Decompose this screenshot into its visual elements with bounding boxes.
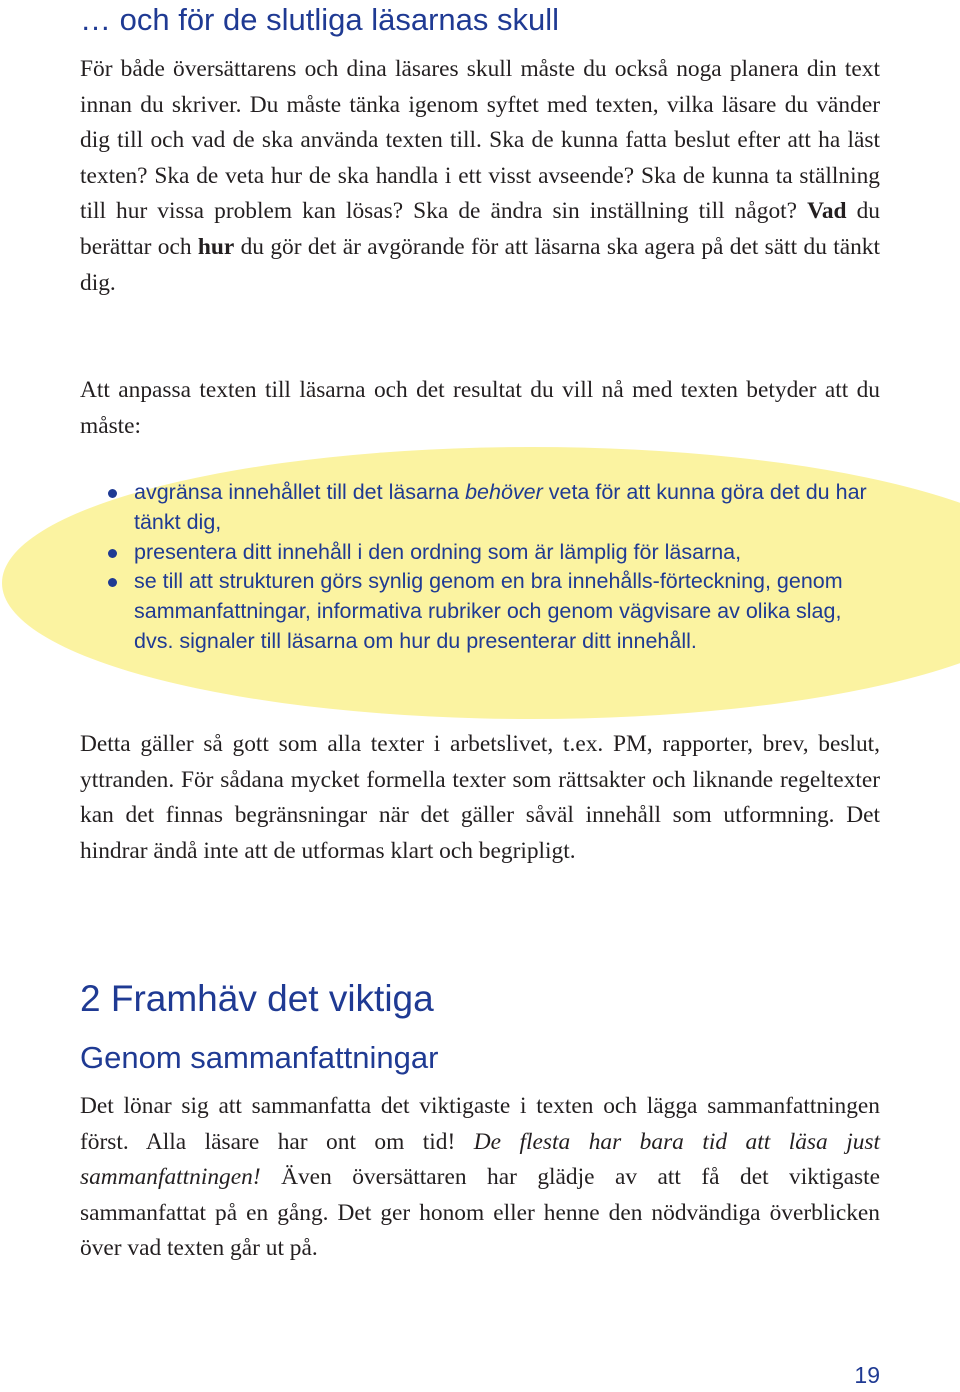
paragraph-adapt-text: Att anpassa texten till läsarna och det resultat du vill nå med texten betyder att du måste: xyxy=(80,377,880,439)
bullet-dot-icon xyxy=(108,549,117,558)
list-item-italic: behöver xyxy=(465,480,543,504)
list-item-text-a: avgränsa innehållet till det läsarna xyxy=(134,480,466,504)
list-item-text: presentera ditt innehåll i den ordning som är lämplig för läsarna, xyxy=(134,539,742,564)
list-item xyxy=(108,478,868,538)
bullet-list xyxy=(108,478,868,657)
bold-word-hur: hur xyxy=(197,233,235,260)
chapter-heading: 2 Framhäv det viktiga xyxy=(80,978,434,1019)
paragraph-purpose-text-a: För både översättarens och dina läsares skull måste du också noga planera din text innan du skriver. Du måste tänka igenom syftet med texten, vilka läsare du vänder dig till och vad de ska använda texten till. Ska de kunna fatta beslut efter att ha läst texten? Ska de veta hur de ska handla i ett visst avseende? Ska de kunna ta ställning till hur vissa problem kan lösas? Ska de ändra sin inställning till något? xyxy=(80,56,880,225)
list-item xyxy=(108,538,868,568)
subheading-summaries: Genom sammanfattningar xyxy=(80,1040,439,1075)
section-heading-final-readers: … och för de slutliga läsarnas skull xyxy=(80,2,560,37)
list-item xyxy=(108,567,868,656)
page-number: 19 xyxy=(854,1362,880,1388)
paragraph-purpose-text-c: du gör det är avgörande för att läsarna ska agera på det sätt du tänkt dig. xyxy=(80,233,880,296)
paragraph-purpose-text-b: du berättar och xyxy=(80,198,880,260)
paragraph-summaries xyxy=(80,1089,880,1267)
paragraph-summaries-italic: De flesta har bara tid att läsa just sammanfattningen! xyxy=(80,1128,880,1191)
paragraph-summaries-text-a: Det lönar sig att sammanfatta det viktigaste i texten och lägga sammanfattningen först. Alla läsare har ont om tid! xyxy=(80,1093,880,1155)
paragraph-purpose xyxy=(80,52,880,301)
list-item-text-b: veta för att kunna göra det du har tänkt dig, xyxy=(134,480,867,534)
list-item-text: se till att strukturen görs synlig genom en bra innehålls-förteckning, genom sammanfattningar, informativa rubriker och genom vägvisare av olika slag, dvs. signaler till läsarna om hur du presenterar ditt innehåll. xyxy=(134,569,843,653)
bold-word-vad: Vad xyxy=(807,198,847,225)
paragraph-working-life-texts: Detta gäller så gott som alla texter i arbetslivet, t.ex. PM, rapporter, brev, beslut, yttranden. För sådana mycket formella texter som rättsakter och liknande regeltexter kan det finnas begränsningar när det gäller såväl innehåll som utformning. Det hindrar ändå inte att de utformas klart och begripligt. xyxy=(80,731,880,864)
bullet-dot-icon xyxy=(108,489,117,498)
paragraph-summaries-text-b: Även översättaren har glädje av att få det viktigaste sammanfattat på en gång. Det ger honom eller henne den nödvändiga överblicken över vad texten går ut på. xyxy=(80,1164,880,1262)
bullet-dot-icon xyxy=(108,578,117,587)
